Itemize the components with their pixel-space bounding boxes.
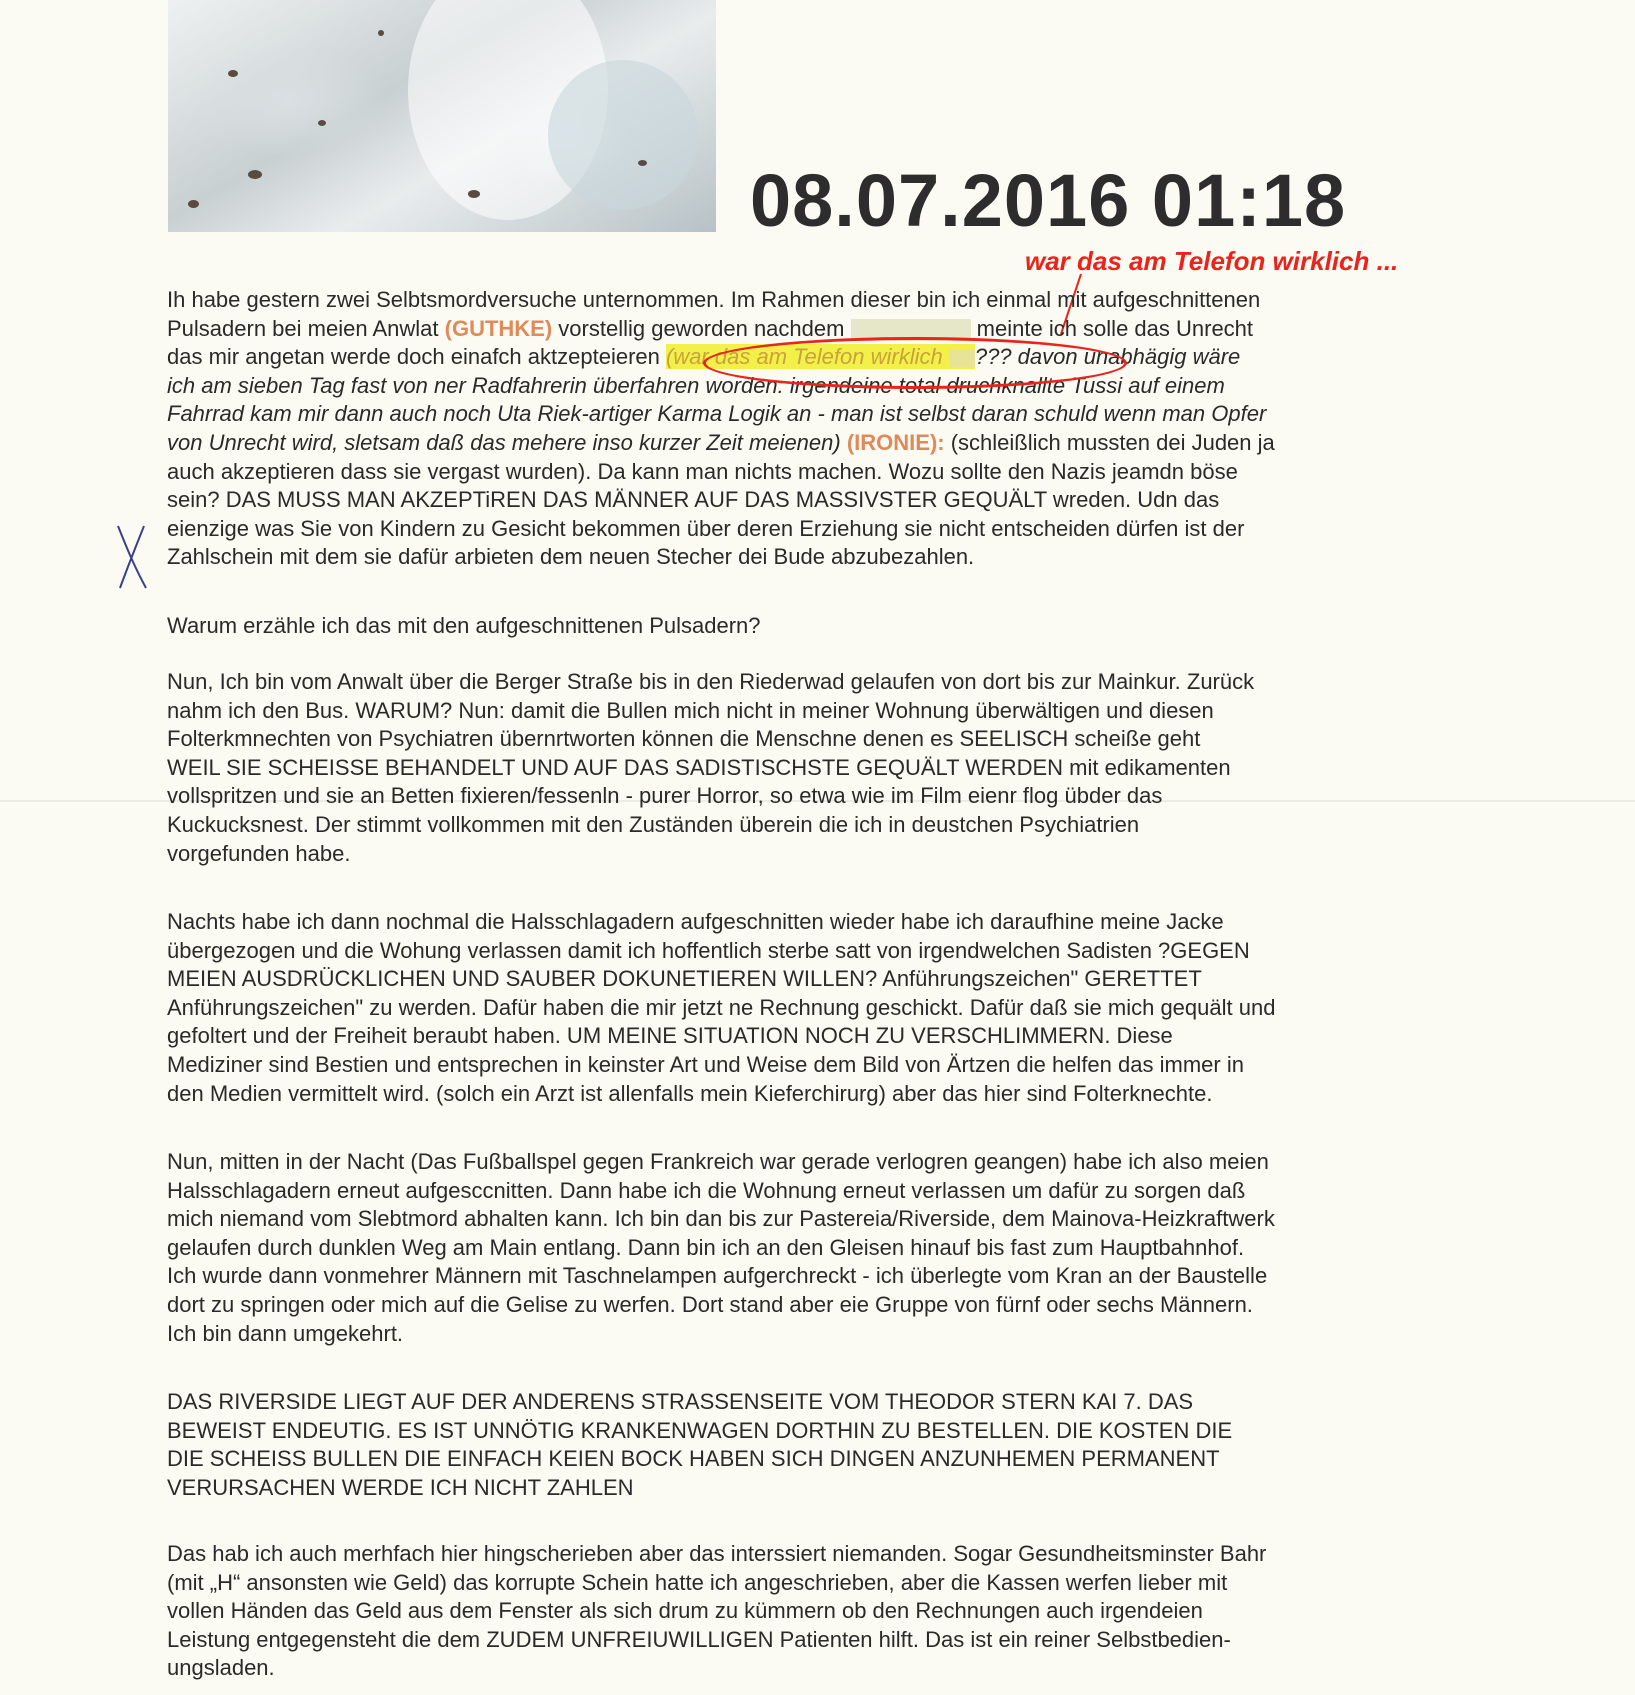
document-date: 08.07.2016 01:18 xyxy=(750,159,1347,242)
paper-fold xyxy=(0,800,1635,802)
highlighted-note: (war das am Telefon wirklich xyxy=(666,344,975,369)
paragraph-4: Nachts habe ich dann nochmal die Halsschlagadern aufgeschnitten wieder habe ich daraufhine meine Jacke übergezogen und die Wohung verlassen damit ich hoffentlich sterbe satt von irgendwelchen Sadisten ?GEGEN MEIEN AUSDRÜCKLICHEN UND SAUBER DOKUNETIEREN WILLEN? Anführungszeichen" GERETTET Anführungszeichen" zu werden. Dafür haben die mir jetzt ne Rechnung geschickt. Dafür daß sie mich gequält und gefoltert und der Freiheit beraubt haben. UM MEINE SITUATION NOCH ZU VERSCHLIMMERN. Diese Mediziner sind Bestien und entsprechen in keinster Art und Weise dem Bild von Ärtzen die helfen das immer in den Medien vermittelt wird. (solch ein Arzt ist allenfalls mein Kieferchirurg) aber das hier sind Folterknechte. xyxy=(167,909,1276,1106)
paragraph-3: Nun, Ich bin vom Anwalt über die Berger Straße bis in den Riederwad gelaufen von dort bis zur Mainkur. Zurück nahm ich den Bus. WARUM? Nun: damit die Bullen mich nicht in meiner Wohnung überwältigen und diesen Folterkmnechten von Psychiatren übernrtworten können die Menschne denen es SEELISCH scheiße geht WEIL SIE SCHEISSE BEHANDELT UND AUF DAS SADISTISCHSTE GEQUÄLT WERDEN mit edikamenten vollspritzen und sie an Betten fixieren/fessenln - purer Horror, so etwa wie im Film eienr flog übder das Kuckucksnest. Der stimmt vollkommen mit den Zuständen überein die ich in deustchen Psychiatrien vorgefunden habe. xyxy=(167,669,1255,866)
header-photo xyxy=(168,0,716,232)
paragraph-6: DAS RIVERSIDE LIEGT AUF DER ANDERENS STRASSENSEITE VOM THEODOR STERN KAI 7. DAS BEWEIST ENDEUTIG. ES IST UNNÖTIG KRANKENWAGEN DORTHIN ZU BESTELLEN. DIE KOSTEN DIE DIE SCHEISS BULLEN DIE EINFACH KEIEN BOCK HABEN SICH DINGEN ANZUNHEMEN PERMANENT VERURSACHEN WERDE ICH NICHT ZAHLEN xyxy=(167,1389,1233,1500)
paragraph-2: Warum erzähle ich das mit den aufgeschnittenen Pulsadern? xyxy=(167,613,761,638)
annotation-ellipse xyxy=(703,337,1127,389)
paragraph-5: Nun, mitten in der Nacht (Das Fußballspel gegen Frankreich war gerade verlogren geangen) habe ich also meien Halsschlagadern erneut aufgescсnitten. Dann habe ich die Wohnung erneut verlassen um dafür zu sorgen daß mich niemand vom Slebtmord abhalten kann. Ich bin dan bis zur Pastereia/Riverside, dem Mainova-Heizkraftwerk gelaufen durch dunklen Weg am Main entlang. Dann bin ich an den Gleisen hinauf bis fast zum Hauptbahnhof. Ich wurde dann vonmehrer Männern mit Taschnelampen aufgerchreckt - ich überlegte vom Kran an der Baustelle dort zu springen oder mich auf die Gelise zu werfen. Dort stand aber eie Gruppe von fürnf oder sechs Männern. Ich bin dann umgekehrt. xyxy=(167,1149,1275,1346)
paragraph-7: Das hab ich auch merhfach hier hingscherieben aber das interssiert niemanden. Sogar Gesundheitsminster Bahr (mit „H“ ansonsten wie Geld) das korrupte Schein hatte ich angeschrieben, aber die Kassen werfen lieber mit vollen Händen das Geld aus dem Fenster als sich drum zu kümmern ob den Rechnungen auch irgendeien Leistung entgegensteht die dem ZUDEM UNFREIUWILLIGEN Patienten hilft. Das ist ein reiner Selbstbedien- ungsladen. xyxy=(167,1541,1267,1681)
handwritten-x-mark xyxy=(112,522,152,592)
paragraph-1: Ih habe gestern zwei Selbtsmordversuche unternommen. Im Rahmen dieser bin ich einmal mit aufgeschnittenen Pulsadern bei meien Anwlat (GUTHKE) vorstellig geworden nachdem meinte ich solle das Unrecht das mir angetan werde doch einafch aktzepteieren (war das am Telefon wirklich ??? davon unabhägig wäre ich am sieben Tag fast von ner Radfahrerin überfahren worden: irgendeine total druchknallte Tussi auf einem Fahrrad kam mir dann auch noch Uta Riek-artiger Karma Logik an - man ist selbst daran schuld wenn man Opfer von Unrecht wird, sletsam daß das mehere inso kurzer Zeit meienen) (IRONIE): (schleißlich mussten dei Juden ja auch akzeptieren dass sie vergast wurden). Da kann man nichts machen. Wozu sollte den Nazis jeamdn böse sein? DAS MUSS MAN AKZEPTiREN DAS MÄNNER AUF DAS MASSIVSTER GEQUÄLT wreden. Udn das eienzige was Sie von Kindern zu Gesicht bekommen über deren Erziehung sie nicht entscheiden dürfen ist der Zahlschein mit dem sie dafür arbieten dem neuen Stecher dei Bude abzubezahlen. xyxy=(167,287,1275,570)
handwritten-annotation: war das am Telefon wirklich ... xyxy=(1025,246,1399,276)
